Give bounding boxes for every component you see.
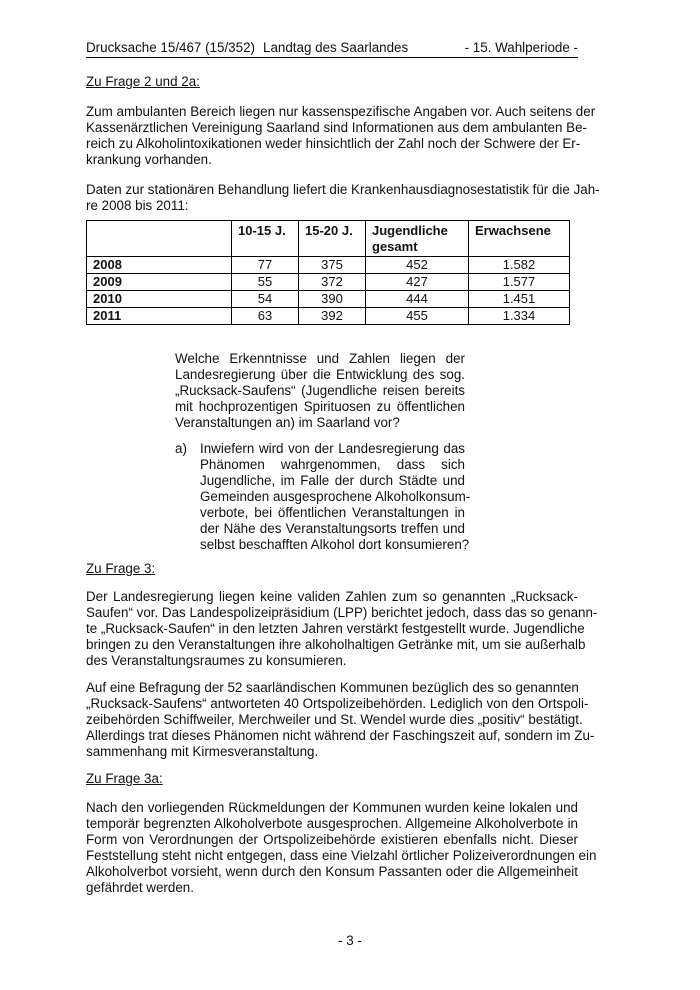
table-header-15-20: 15-20 J. (299, 221, 366, 257)
table-cell-year: 2009 (87, 274, 232, 291)
text-line: „Rucksack-Saufens“ antworteten 40 Ortspolizeibehörden. Lediglich von den Ortspoli- (86, 696, 589, 711)
table-cell-year: 2008 (87, 257, 232, 274)
question-3a-marker: a) (175, 441, 187, 456)
text-line: selbst beschafften Alkohol dort konsumieren? (200, 537, 470, 552)
question-3a (175, 441, 471, 553)
section-heading-frage-3: Zu Frage 3: (86, 561, 156, 576)
text-line: Jugendliche, im Falle der durch Städte und (200, 473, 465, 488)
text-line: re 2008 bis 2011: (86, 198, 189, 213)
text-line: bringen zu den Veranstaltungen ihre alkoholhaltigen Getränke mit, um sie außerhalb (86, 637, 586, 652)
table-cell: 1.582 (469, 257, 570, 274)
statistics-table (86, 220, 570, 325)
table-cell-year: 2011 (87, 308, 232, 325)
table-row (87, 291, 570, 308)
text-line: Veranstaltungen an) im Saarland vor? (175, 415, 400, 430)
table-cell: 77 (232, 257, 299, 274)
text-line: temporär begrenzten Alkoholverbote ausgesprochen. Allgemeine Alkoholverbote in (86, 816, 578, 831)
text-line: mit hochprozentigen Spirituosen zu öffentlichen (175, 399, 465, 414)
table-cell: 63 (232, 308, 299, 325)
text-line: der Nähe des Veranstaltungsorts treffen und (200, 521, 465, 536)
text-line: Landesregierung über die Entwicklung des sog. (175, 367, 465, 382)
text-line: Inwiefern wird von der Landesregierung das (200, 441, 465, 456)
page-number: - 3 - (338, 933, 362, 948)
legislative-period: - 15. Wahlperiode - (464, 40, 578, 55)
table-row (87, 308, 570, 325)
text-line: Allerdings trat dieses Phänomen nicht während der Faschingszeit auf, sondern im Zu- (86, 728, 595, 743)
text-line: des Veranstaltungsraumes zu konsumieren. (86, 653, 347, 668)
table-cell: 54 (232, 291, 299, 308)
text-line: krankung vorhanden. (86, 152, 212, 167)
text-line: gefährdet werden. (86, 880, 194, 895)
table-cell: 455 (366, 308, 469, 325)
table-cell: 1.334 (469, 308, 570, 325)
table-cell: 372 (299, 274, 366, 291)
text-line: Daten zur stationären Behandlung liefert die Krankenhausdiagnosestatistik für die Jah- (86, 182, 600, 197)
paragraph-stationaer (86, 182, 600, 214)
table-cell: 452 (366, 257, 469, 274)
page-header (86, 40, 578, 58)
text-line: „Rucksack-Saufens“ (Jugendliche reisen bereits (175, 383, 465, 398)
paragraph-frage-3-a (86, 589, 598, 669)
table-row (87, 274, 570, 291)
document-number: Drucksache 15/467 (15/352) (86, 40, 255, 55)
text-line: Form von Verordnungen der Ortspolizeibehörde existieren ebenfalls nicht. Dieser (86, 832, 578, 847)
text-line: verbote, bei öffentlichen Veranstaltungen in (200, 505, 465, 520)
table-cell: 375 (299, 257, 366, 274)
text-line: Nach den vorliegenden Rückmeldungen der Kommunen wurden keine lokalen und (86, 800, 578, 815)
text-line: Auf eine Befragung der 52 saarländischen Kommunen bezüglich des so genannten (86, 680, 579, 695)
table-cell: 390 (299, 291, 366, 308)
text-line: reich zu Alkoholintoxikationen weder hinsichtlich der Zahl noch der Schwere der Er- (86, 136, 581, 151)
table-cell: 427 (366, 274, 469, 291)
text-line: Saufen“ vor. Das Landespolizeipräsidium (LPP) berichtet jedoch, dass das so genann- (86, 605, 598, 620)
question-3a-text (200, 441, 471, 553)
text-line: Welche Erkenntnisse und Zahlen liegen der (175, 351, 465, 366)
section-heading-frage-3a: Zu Frage 3a: (86, 771, 163, 786)
table-header-10-15: 10-15 J. (232, 221, 299, 257)
table-header-jugendliche-line2: gesamt (372, 239, 418, 254)
table-header-jugendliche-line1: Jugendliche (372, 223, 448, 238)
section-heading-frage-2: Zu Frage 2 und 2a: (86, 74, 200, 89)
text-line: te „Rucksack-Saufen“ in den letzten Jahren verstärkt festgestellt wurde. Jugendliche (86, 621, 585, 636)
paragraph-ambulant (86, 104, 596, 168)
paragraph-frage-3-b (86, 680, 595, 760)
text-line: Phänomen wahrgenommen, dass sich (200, 457, 465, 472)
table-header-jugendliche (366, 221, 469, 257)
text-line: Gemeinden ausgesprochene Alkoholkonsum- (200, 489, 471, 504)
table-header-empty (87, 221, 232, 257)
table-cell-year: 2010 (87, 291, 232, 308)
table-cell: 1.577 (469, 274, 570, 291)
table-cell: 55 (232, 274, 299, 291)
text-line: zeibehörden Schiffweiler, Merchweiler und St. Wendel wurde dies „positiv“ bestätigt. (86, 712, 583, 727)
table-cell: 392 (299, 308, 366, 325)
text-line: Alkoholverbot vorsieht, wenn durch den Konsum Passanten oder die Allgemeinheit (86, 864, 578, 879)
text-line: Der Landesregierung liegen keine validen Zahlen zum so genannten „Rucksack- (86, 589, 578, 604)
table-header-erwachsene: Erwachsene (469, 221, 570, 257)
text-line: Zum ambulanten Bereich liegen nur kassenspezifische Angaben vor. Auch seitens der (86, 104, 596, 119)
paragraph-frage-3a (86, 800, 597, 896)
parliament-name: Landtag des Saarlandes (263, 40, 409, 55)
table-row (87, 257, 570, 274)
table-cell: 444 (366, 291, 469, 308)
text-line: Feststellung steht nicht entgegen, dass eine Vielzahl örtlicher Polizeiverordnungen ein (86, 848, 597, 863)
text-line: sammenhang mit Kirmesveranstaltung. (86, 744, 319, 759)
question-3 (175, 351, 465, 431)
table-cell: 1.451 (469, 291, 570, 308)
table-header-row (87, 221, 570, 257)
text-line: Kassenärztlichen Vereinigung Saarland sind Informationen aus dem ambulanten Be- (86, 120, 587, 135)
